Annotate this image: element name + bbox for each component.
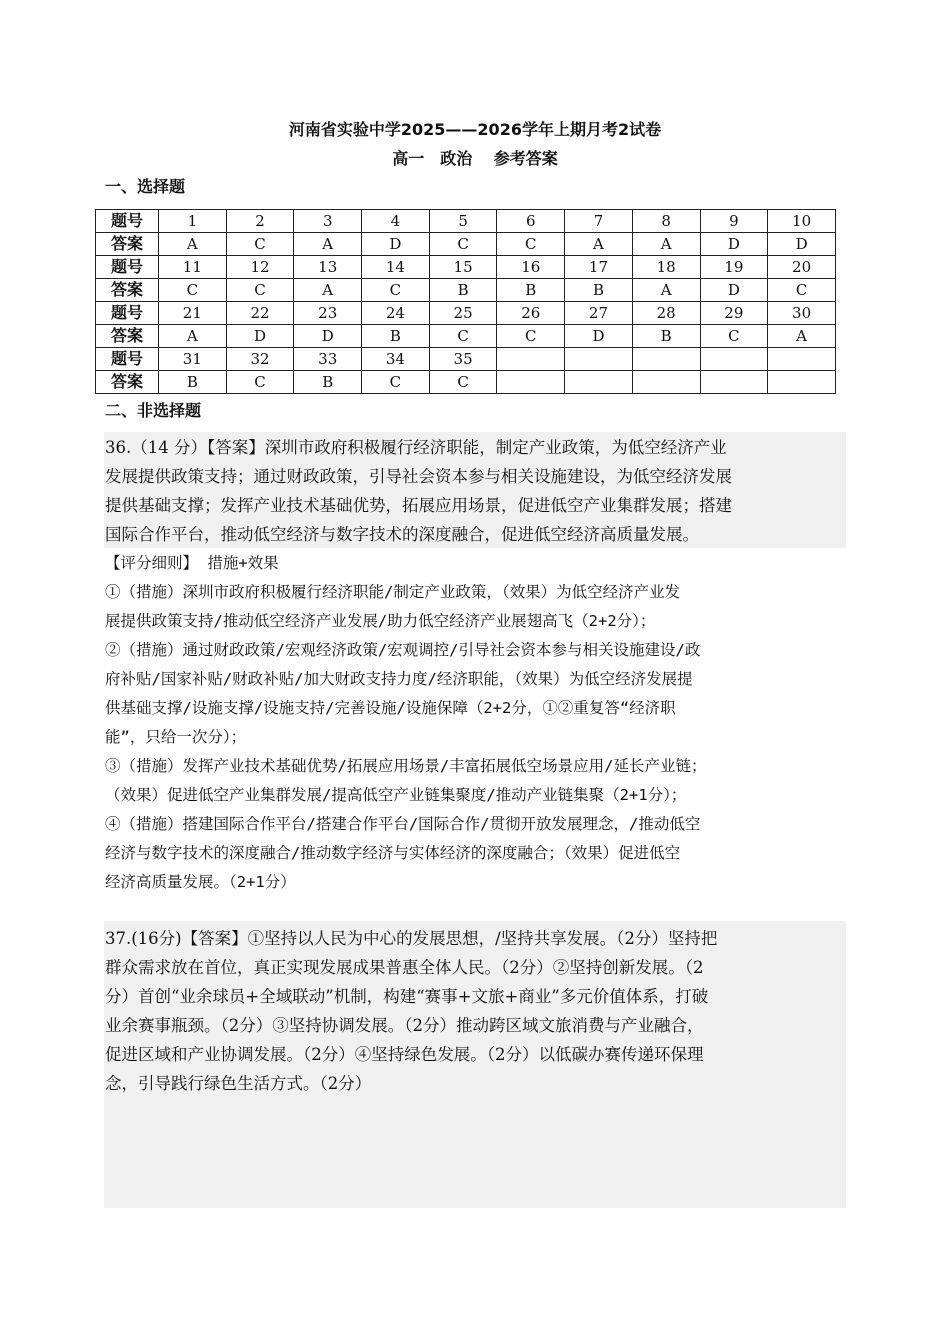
answer-cell	[497, 371, 565, 394]
q37-answer-line: 业余赛事瓶颈。（2分）③坚持协调发展。（2分）推动跨区域文旅消费与产业融合，	[105, 1016, 704, 1035]
question-number	[565, 348, 633, 371]
answer-cell: A	[632, 279, 700, 302]
answer-cell: C	[700, 325, 768, 348]
exam-title: 河南省实验中学2025——2026学年上期月考2试卷	[288, 120, 662, 139]
question-number: 23	[294, 302, 362, 325]
answer-cell	[700, 371, 768, 394]
answer-table	[95, 209, 836, 394]
question-number: 27	[565, 302, 633, 325]
answer-cell: D	[700, 279, 768, 302]
q37-answer-line: 促进区域和产业协调发展。（2分）④坚持绿色发展。（2分）以低碳办赛传递环保理	[105, 1045, 704, 1064]
answer-cell: C	[429, 371, 497, 394]
row-header: 题号	[96, 302, 159, 325]
question-number: 14	[362, 256, 430, 279]
question-number: 12	[226, 256, 294, 279]
question-number: 5	[429, 210, 497, 233]
question-number: 18	[632, 256, 700, 279]
question-number	[768, 348, 836, 371]
answer-cell: D	[294, 325, 362, 348]
answer-cell: C	[768, 279, 836, 302]
q36-answer-line: 36.（14 分）【答案】深圳市政府积极履行经济职能，制定产业政策，为低空经济产业	[105, 438, 727, 457]
question-number: 31	[159, 348, 227, 371]
row-header: 答案	[96, 233, 159, 256]
answer-cell: D	[565, 325, 633, 348]
answer-table-row	[96, 279, 836, 302]
question-number: 10	[768, 210, 836, 233]
q36-rubric-line: ②（措施）通过财政政策/宏观经济政策/宏观调控/引导社会资本参与相关设施建设/政	[105, 641, 701, 659]
question-number: 25	[429, 302, 497, 325]
answer-table-row	[96, 256, 836, 279]
q37-answer-line: 念，引导践行绿色生活方式。（2分）	[105, 1074, 372, 1093]
answer-table-row	[96, 325, 836, 348]
question-number: 34	[362, 348, 430, 371]
question-number: 3	[294, 210, 362, 233]
answer-cell: A	[159, 325, 227, 348]
answer-cell: B	[294, 371, 362, 394]
q36-answer-line: 发展提供政策支持；通过财政政策，引导社会资本参与相关设施建设，为低空经济发展	[105, 467, 732, 486]
question-number: 35	[429, 348, 497, 371]
q36-rubric-line: 供基础支撑/设施支撑/设施支持/完善设施/设施保障（2+2分，①②重复答“经济职	[105, 699, 676, 717]
question-number: 13	[294, 256, 362, 279]
answer-cell: A	[632, 233, 700, 256]
question-number	[700, 348, 768, 371]
answer-cell: B	[632, 325, 700, 348]
q36-rubric-line: ①（措施）深圳市政府积极履行经济职能/制定产业政策，（效果）为低空经济产业发	[105, 583, 681, 601]
question-number: 9	[700, 210, 768, 233]
answer-table-row	[96, 233, 836, 256]
answer-cell: A	[294, 233, 362, 256]
row-header: 题号	[96, 256, 159, 279]
answer-cell	[768, 371, 836, 394]
answer-cell: B	[429, 279, 497, 302]
question-number: 6	[497, 210, 565, 233]
answer-cell: C	[226, 371, 294, 394]
q36-rubric-line: 府补贴/国家补贴/财政补贴/加大财政支持力度/经济职能，（效果）为低空经济发展提	[105, 670, 693, 688]
answer-table-row	[96, 210, 836, 233]
q36-rubric-line: ④（措施）搭建国际合作平台/搭建合作平台/国际合作/贯彻开放发展理念，/推动低空	[105, 815, 701, 833]
question-number: 16	[497, 256, 565, 279]
question-number: 32	[226, 348, 294, 371]
answer-cell: D	[700, 233, 768, 256]
question-number: 11	[159, 256, 227, 279]
answer-cell: C	[429, 233, 497, 256]
answer-table-row	[96, 302, 836, 325]
question-number: 7	[565, 210, 633, 233]
question-number: 1	[159, 210, 227, 233]
question-number	[497, 348, 565, 371]
question-number: 15	[429, 256, 497, 279]
q36-rubric-line: 能”，只给一次分）；	[105, 728, 247, 746]
row-header: 答案	[96, 325, 159, 348]
q37-answer-line: 群众需求放在首位，真正实现发展成果普惠全体人民。（2分）②坚持创新发展。（2	[105, 958, 704, 977]
question-number	[632, 348, 700, 371]
answer-cell: C	[226, 233, 294, 256]
q37-answer	[105, 924, 837, 1098]
q37-answer-line: 37.(16分)【答案】①坚持以人民为中心的发展思想，/坚持共享发展。（2分）坚持把	[105, 929, 718, 948]
q36-rubric	[105, 549, 837, 897]
answer-cell: C	[497, 325, 565, 348]
row-header: 答案	[96, 279, 159, 302]
answer-cell: B	[362, 325, 430, 348]
q36-rubric-line: 经济与数字技术的深度融合/推动数字经济与实体经济的深度融合；（效果）促进低空	[105, 844, 681, 862]
answer-cell: D	[768, 233, 836, 256]
answer-table-row	[96, 348, 836, 371]
answer-cell	[632, 371, 700, 394]
question-number: 19	[700, 256, 768, 279]
q36-rubric-line: （效果）促进低空产业集群发展/提高低空产业链集聚度/推动产业链集聚（2+1分）；	[105, 786, 687, 804]
question-number: 29	[700, 302, 768, 325]
answer-cell: D	[362, 233, 430, 256]
q36-rubric-line: 展提供政策支持/推动低空经济产业发展/助力低空经济产业展翅高飞（2+2分）；	[105, 612, 656, 630]
question-number: 24	[362, 302, 430, 325]
row-header: 答案	[96, 371, 159, 394]
answer-cell: B	[565, 279, 633, 302]
answer-cell: C	[362, 371, 430, 394]
answer-cell: A	[565, 233, 633, 256]
section-choice-title: 一、选择题	[105, 177, 186, 196]
answer-cell: C	[159, 279, 227, 302]
answer-cell: A	[768, 325, 836, 348]
question-number: 30	[768, 302, 836, 325]
question-number: 33	[294, 348, 362, 371]
answer-cell: A	[294, 279, 362, 302]
question-number: 17	[565, 256, 633, 279]
question-number: 8	[632, 210, 700, 233]
q37-answer-line: 分）首创“业余球员+全域联动”机制，构建“赛事+文旅+商业”多元价值体系，打破	[105, 987, 709, 1006]
question-number: 26	[497, 302, 565, 325]
answer-cell: C	[226, 279, 294, 302]
question-number: 4	[362, 210, 430, 233]
question-number: 2	[226, 210, 294, 233]
answer-cell	[565, 371, 633, 394]
answer-cell: D	[226, 325, 294, 348]
q36-rubric-line: 【评分细则】 措施+效果	[105, 554, 279, 572]
q36-answer-line: 提供基础支撑；发挥产业技术基础优势，拓展应用场景，促进低空产业集群发展；搭建	[105, 496, 732, 515]
question-number: 22	[226, 302, 294, 325]
section-nonchoice-title: 二、非选择题	[105, 401, 202, 420]
answer-cell: C	[497, 233, 565, 256]
question-number: 28	[632, 302, 700, 325]
answer-cell: C	[429, 325, 497, 348]
row-header: 题号	[96, 348, 159, 371]
row-header: 题号	[96, 210, 159, 233]
answer-table-row	[96, 371, 836, 394]
q36-answer-line: 国际合作平台，推动低空经济与数字技术的深度融合，促进低空经济高质量发展。	[105, 525, 699, 544]
answer-cell: B	[159, 371, 227, 394]
answer-cell: A	[159, 233, 227, 256]
answer-cell: C	[362, 279, 430, 302]
q36-rubric-line: 经济高质量发展。（2+1分）	[105, 873, 296, 891]
exam-subtitle: 高一 政治 参考答案	[392, 149, 558, 168]
q36-rubric-line: ③（措施）发挥产业技术基础优势/拓展应用场景/丰富拓展低空场景应用/延长产业链；	[105, 757, 707, 775]
q36-answer	[105, 433, 837, 549]
question-number: 21	[159, 302, 227, 325]
answer-cell: B	[497, 279, 565, 302]
question-number: 20	[768, 256, 836, 279]
